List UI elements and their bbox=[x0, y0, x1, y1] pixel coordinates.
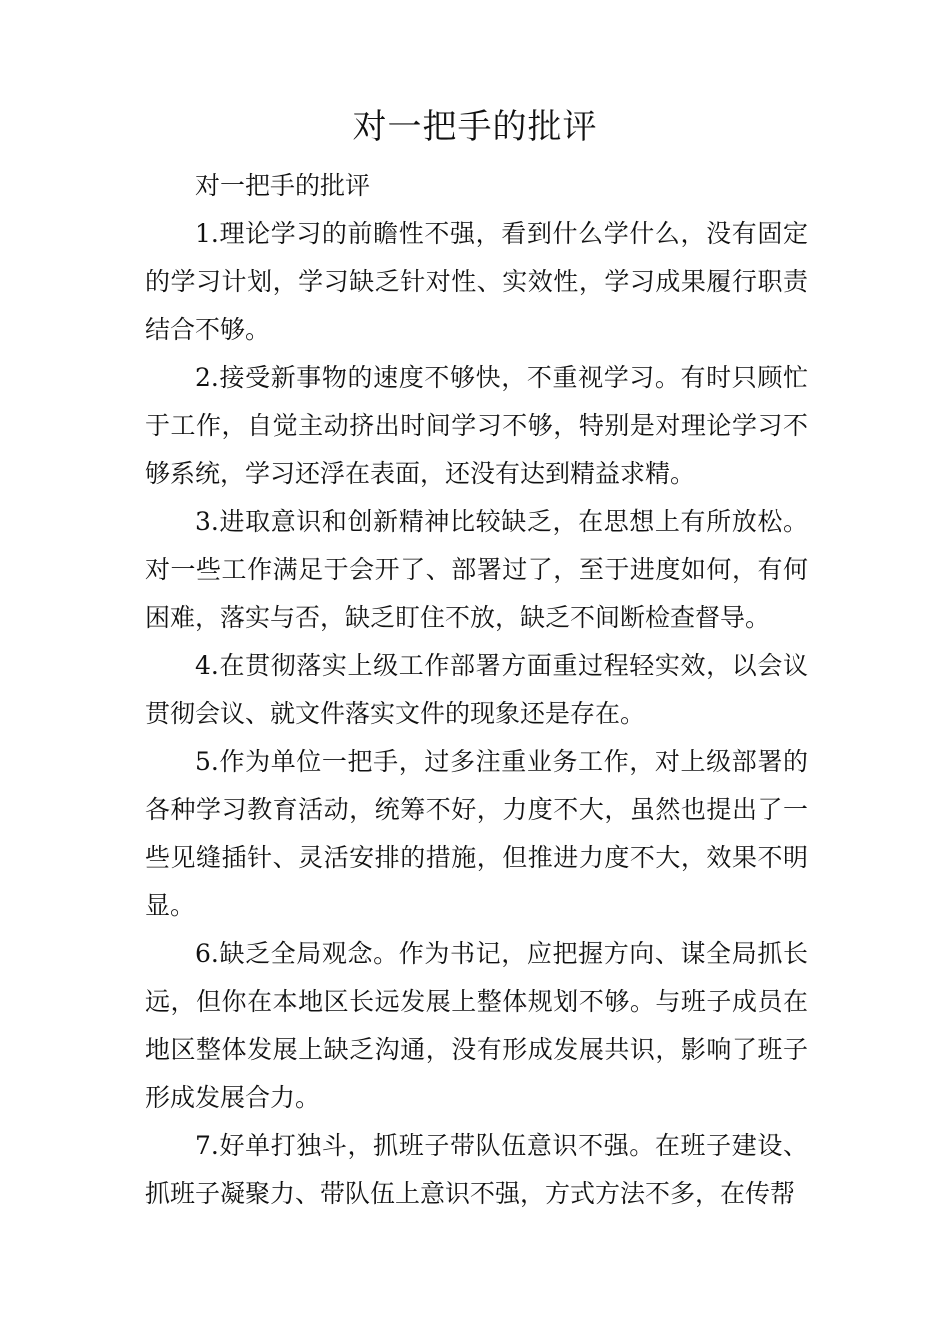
paragraph-2: 2.接受新事物的速度不够快，不重视学习。有时只顾忙于工作，自觉主动挤出时间学习不够，特别是对理论学习不够系统，学习还浮在表面，还没有达到精益求精。 bbox=[145, 363, 808, 488]
document-title: 对一把手的批评 bbox=[352, 107, 598, 147]
paragraph-7: 7.好单打独斗，抓班子带队伍意识不强。在班子建设、抓班子凝聚力、带队伍上意识不强，方式方法不多，在传帮 bbox=[145, 1131, 808, 1208]
paragraph-3: 3.进取意识和创新精神比较缺乏，在思想上有所放松。对一些工作满足于会开了、部署过了，至于进度如何，有何困难，落实与否，缺乏盯住不放，缺乏不间断检查督导。 bbox=[145, 507, 808, 632]
paragraph-5: 5.作为单位一把手，过多注重业务工作，对上级部署的各种学习教育活动，统筹不好，力度不大，虽然也提出了一些见缝插针、灵活安排的措施，但推进力度不大，效果不明显。 bbox=[145, 747, 808, 920]
paragraph-6: 6.缺乏全局观念。作为书记，应把握方向、谋全局抓长远，但你在本地区长远发展上整体规划不够。与班子成员在地区整体发展上缺乏沟通，没有形成发展共识，影响了班子形成发展合力。 bbox=[145, 939, 808, 1112]
document-subtitle: 对一把手的批评 bbox=[195, 171, 371, 200]
document-body bbox=[145, 162, 808, 1218]
paragraph-1: 1.理论学习的前瞻性不强，看到什么学什么，没有固定的学习计划，学习缺乏针对性、实效性，学习成果履行职责结合不够。 bbox=[145, 219, 808, 344]
paragraph-4: 4.在贯彻落实上级工作部署方面重过程轻实效，以会议贯彻会议、就文件落实文件的现象还是存在。 bbox=[145, 651, 808, 728]
